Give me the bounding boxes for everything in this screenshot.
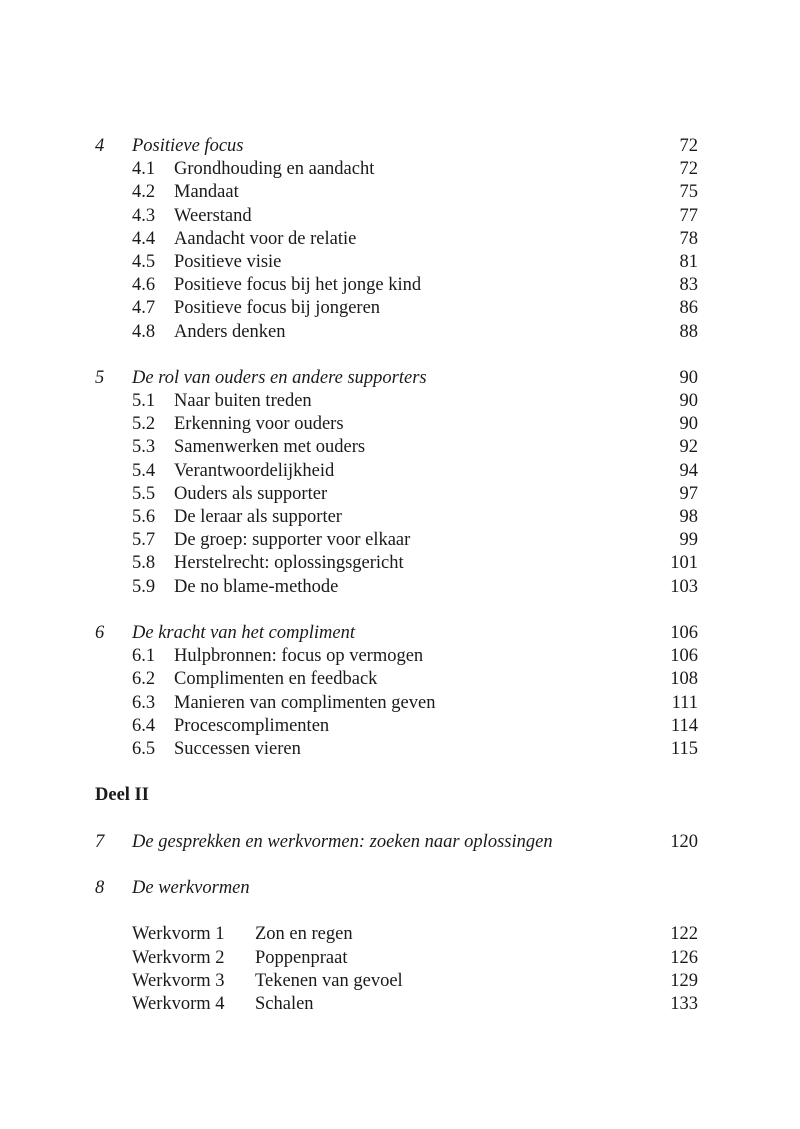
section-number: 4.6: [132, 275, 156, 296]
spacer: [95, 807, 698, 830]
toc-section: [95, 436, 698, 459]
page-number: 101: [670, 553, 698, 574]
section-number: 6.5: [132, 738, 156, 759]
section-number: 5.1: [132, 391, 156, 412]
toc-section: [95, 483, 698, 506]
section-title: Herstelrecht: oplossingsgericht: [174, 553, 404, 574]
page-number: 83: [679, 275, 698, 296]
section-title: Successen vieren: [174, 738, 301, 759]
page-number: 90: [679, 414, 698, 435]
section-number: 6.3: [132, 692, 156, 713]
toc-section: [95, 506, 698, 529]
toc-chapter-6: [95, 622, 698, 645]
section-title: Samenwerken met ouders: [174, 437, 366, 458]
toc-chapter-4: [95, 135, 698, 158]
toc-werkvorm: [95, 923, 698, 946]
page-number: 94: [679, 460, 698, 481]
section-number: 4.1: [132, 159, 156, 180]
section-number: 6.4: [132, 715, 156, 736]
toc-chapter-7: [95, 831, 698, 854]
section-title: Positieve focus bij jongeren: [174, 298, 381, 319]
section-title: Anders denken: [174, 321, 286, 342]
page-number: 97: [679, 483, 698, 504]
section-number: 6.2: [132, 669, 156, 690]
page-number: 99: [679, 530, 698, 551]
section-title: Manieren van complimenten geven: [174, 692, 436, 713]
page-number: 126: [670, 947, 698, 968]
page-number: 78: [679, 228, 698, 249]
section-number: 5.7: [132, 530, 156, 551]
table-of-contents: [95, 135, 698, 1016]
toc-section: [95, 460, 698, 483]
page-number: 106: [670, 646, 698, 667]
chapter-title: De werkvormen: [132, 878, 250, 898]
toc-section: [95, 251, 698, 274]
page-number: 98: [679, 507, 698, 527]
page-number: 120: [670, 831, 698, 852]
chapter-number: 8: [95, 878, 105, 898]
toc-werkvorm: [95, 970, 698, 993]
section-title: Naar buiten treden: [174, 391, 312, 412]
toc-section: [95, 205, 698, 228]
page-number: 106: [670, 622, 698, 643]
page-number: 90: [679, 391, 698, 412]
section-number: 4.4: [132, 228, 156, 249]
toc-section: [95, 552, 698, 575]
page-number: 114: [670, 715, 698, 736]
toc-section: [95, 274, 698, 297]
spacer: [95, 344, 698, 367]
section-title: Positieve focus bij het jonge kind: [174, 275, 422, 296]
section-title: Weerstand: [174, 205, 252, 226]
section-title: Verantwoordelijkheid: [174, 460, 335, 481]
toc-section: [95, 738, 698, 761]
section-number: 5.6: [132, 507, 156, 527]
page-number: 72: [679, 136, 698, 156]
section-number: 4.5: [132, 251, 156, 272]
section-number: 4.3: [132, 205, 156, 226]
page-number: 72: [679, 159, 698, 180]
chapter-title: De gesprekken en werkvormen: zoeken naar oplossingen: [132, 831, 553, 852]
section-number: 4.8: [132, 321, 156, 342]
page-number: 122: [670, 924, 698, 945]
toc-werkvorm: [95, 947, 698, 970]
spacer: [95, 900, 698, 923]
werkvorm-title: Zon en regen: [255, 924, 353, 945]
section-title: Complimenten en feedback: [174, 669, 378, 690]
werkvorm-label: Werkvorm 4: [132, 993, 225, 1014]
chapter-number: 5: [95, 367, 105, 388]
section-number: 6.1: [132, 646, 156, 667]
toc-section: [95, 715, 698, 738]
page-number: 90: [679, 367, 698, 388]
section-number: 5.2: [132, 414, 156, 435]
werkvorm-title: Poppenpraat: [255, 947, 348, 968]
toc-chapter-8: [95, 877, 698, 900]
page-number: 129: [670, 970, 698, 991]
spacer: [95, 854, 698, 877]
section-title: Ouders als supporter: [174, 483, 328, 504]
chapter-number: 6: [95, 622, 105, 643]
page-number: 92: [679, 437, 698, 458]
toc-section: [95, 413, 698, 436]
toc-section: [95, 645, 698, 668]
page-number: 133: [670, 993, 698, 1014]
werkvorm-label: Werkvorm 1: [132, 924, 225, 945]
page-number: 75: [679, 182, 698, 203]
werkvorm-label: Werkvorm 3: [132, 970, 225, 991]
page-number: 111: [671, 692, 698, 713]
toc-section: [95, 181, 698, 204]
toc-section: [95, 297, 698, 320]
toc-section: [95, 576, 698, 599]
section-title: Grondhouding en aandacht: [174, 159, 375, 180]
chapter-title: De rol van ouders en andere supporters: [132, 367, 427, 388]
chapter-number: 7: [95, 831, 105, 852]
section-number: 4.7: [132, 298, 156, 319]
section-title: Positieve visie: [174, 251, 282, 272]
section-title: Erkenning voor ouders: [174, 414, 344, 435]
page-number: 81: [679, 251, 698, 272]
section-title: De leraar als supporter: [174, 507, 342, 527]
section-title: Mandaat: [174, 182, 239, 203]
toc-part-2: [95, 784, 698, 807]
werkvorm-title: Tekenen van gevoel: [255, 970, 403, 991]
toc-chapter-5: [95, 367, 698, 390]
spacer: [95, 599, 698, 622]
page-number: 115: [670, 738, 698, 759]
toc-werkvorm: [95, 993, 698, 1016]
chapter-title: De kracht van het compliment: [132, 622, 355, 643]
section-number: 5.9: [132, 576, 156, 597]
werkvorm-title: Schalen: [255, 993, 314, 1014]
part-title: Deel II: [95, 785, 149, 806]
chapter-title: Positieve focus: [132, 136, 244, 156]
toc-section: [95, 529, 698, 552]
section-title: Aandacht voor de relatie: [174, 228, 357, 249]
section-number: 5.3: [132, 437, 156, 458]
section-number: 4.2: [132, 182, 156, 203]
toc-section: [95, 228, 698, 251]
section-title: Procescomplimenten: [174, 715, 330, 736]
toc-section: [95, 692, 698, 715]
section-number: 5.4: [132, 460, 156, 481]
section-title: De no blame-methode: [174, 576, 339, 597]
page-number: 86: [679, 298, 698, 319]
page-number: 77: [679, 205, 698, 226]
toc-section: [95, 321, 698, 344]
section-title: De groep: supporter voor elkaar: [174, 530, 411, 551]
page-number: 88: [679, 321, 698, 342]
toc-section: [95, 158, 698, 181]
section-number: 5.8: [132, 553, 156, 574]
page-number: 103: [670, 576, 698, 597]
toc-section: [95, 390, 698, 413]
section-number: 5.5: [132, 483, 156, 504]
page-number: 108: [670, 669, 698, 690]
werkvorm-label: Werkvorm 2: [132, 947, 225, 968]
chapter-number: 4: [95, 136, 105, 156]
section-title: Hulpbronnen: focus op vermogen: [174, 646, 424, 667]
spacer: [95, 761, 698, 784]
toc-section: [95, 668, 698, 691]
